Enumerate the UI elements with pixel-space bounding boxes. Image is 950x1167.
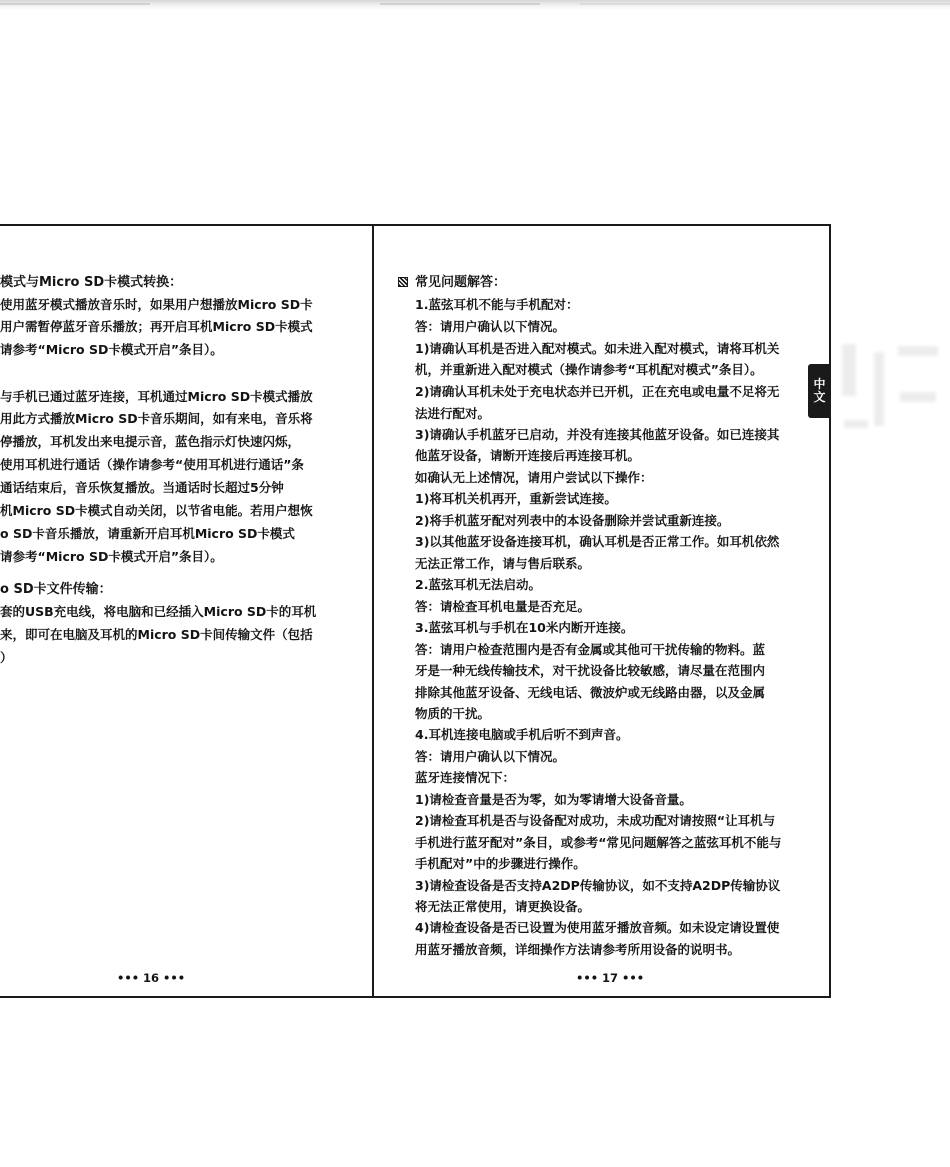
faq-text-line: 3)以其他蓝牙设备连接耳机，确认耳机是否正常工作。如耳机依然 (415, 534, 780, 549)
faq-text-line: 将无法正常使用，请更换设备。 (415, 899, 591, 914)
faq-text-line: 手机进行蓝牙配对”条目，或参考“常见问题解答之蓝弦耳机不能与 (415, 835, 782, 850)
faq-text-line: 2)请检查耳机是否与设备配对成功，未成功配对请按照“让耳机与 (415, 813, 776, 828)
left-text-line: 通话结束后，音乐恢复播放。当通话时长超过5分钟 (0, 480, 284, 495)
faq-text-line: 他蓝牙设备，请断开连接后再连接耳机。 (415, 448, 641, 463)
faq-text-line: 答：请用户确认以下情况。 (415, 319, 566, 334)
left-text-line: 与手机已通过蓝牙连接，耳机通过Micro SD卡模式播放 (0, 389, 313, 404)
faq-text-line: 2)请确认耳机未处于充电状态并已开机，正在充电或电量不足将无 (415, 384, 780, 399)
faq-square-icon (398, 277, 408, 287)
faq-text-line: 蓝牙连接情况下： (415, 770, 516, 785)
frame-bottom-border (0, 996, 831, 998)
faq-question: 1.蓝弦耳机不能与手机配对： (415, 297, 579, 312)
left-text-line: 用此方式播放Micro SD卡音乐期间，如有来电，音乐将 (0, 411, 313, 426)
left-text-line: 使用蓝牙模式播放音乐时，如果用户想播放Micro SD卡 (0, 297, 313, 312)
left-section-heading: o SD卡文件传输： (0, 582, 112, 597)
faq-text-line: 物质的干扰。 (415, 706, 491, 721)
faq-text-line: 2)将手机蓝牙配对列表中的本设备删除并尝试重新连接。 (415, 513, 730, 528)
faq-text-line: 法进行配对。 (415, 406, 491, 421)
left-text-line: 机Micro SD卡模式自动关闭，以节省电能。若用户想恢 (0, 503, 313, 518)
frame-top-border (0, 224, 831, 226)
faq-text-line: 用蓝牙播放音频，详细操作方法请参考所用设备的说明书。 (415, 942, 741, 957)
faq-question: 2.蓝弦耳机无法启动。 (415, 577, 541, 592)
page-number-right: ••• 17 ••• (576, 971, 645, 985)
language-tab: 中文 (808, 364, 831, 418)
left-text-line: 使用耳机进行通话（操作请参考“使用耳机进行通话”条 (0, 457, 304, 472)
show-through-mark (900, 392, 936, 402)
faq-text-line: 1)将耳机关机再开，重新尝试连接。 (415, 491, 617, 506)
frame-right-border (829, 224, 831, 998)
left-section-heading: 模式与Micro SD卡模式转换： (0, 275, 183, 290)
page-number-left: ••• 16 ••• (117, 971, 186, 985)
faq-text-line: 如确认无上述情况，请用户尝试以下操作： (415, 470, 653, 485)
faq-text-line: 牙是一种无线传输技术，对干扰设备比较敏感，请尽量在范围内 (415, 663, 766, 678)
left-text-line: 来，即可在电脑及耳机的Micro SD卡间传输文件（包括 (0, 627, 313, 642)
show-through-mark (844, 420, 868, 428)
left-text-line: 用户需暂停蓝牙音乐播放；再开启耳机Micro SD卡模式 (0, 319, 313, 334)
show-through-mark (874, 352, 884, 426)
faq-text-line: 排除其他蓝牙设备、无线电话、微波炉或无线路由器，以及金属 (415, 685, 766, 700)
faq-text-line: 答：请用户检查范围内是否有金属或其他可干扰传输的物料。蓝 (415, 642, 766, 657)
faq-question: 4.耳机连接电脑或手机后听不到声音。 (415, 727, 629, 742)
show-through-mark (898, 346, 938, 356)
faq-text-line: 机，并重新进入配对模式（操作请参考“耳机配对模式”条目）。 (415, 362, 763, 377)
faq-text-line: 4)请检查设备是否已设置为使用蓝牙播放音频。如未设定请设置使 (415, 920, 780, 935)
faq-heading: 常见问题解答： (415, 275, 507, 290)
left-text-line: o SD卡音乐播放，请重新开启耳机Micro SD卡模式 (0, 526, 295, 541)
scan-smudge (0, 3, 150, 5)
faq-text-line: 无法正常工作，请与售后联系。 (415, 556, 591, 571)
faq-text-line: 手机配对”中的步骤进行操作。 (415, 856, 586, 871)
show-through-mark (842, 344, 856, 396)
faq-question: 3.蓝弦耳机与手机在10米内断开连接。 (415, 620, 634, 635)
scan-smudge (580, 3, 950, 5)
faq-text-line: 3)请确认手机蓝牙已启动，并没有连接其他蓝牙设备。如已连接其 (415, 427, 780, 442)
left-text-line: 套的USB充电线，将电脑和已经插入Micro SD卡的耳机 (0, 604, 317, 619)
left-text-line: 请参考“Micro SD卡模式开启”条目）。 (0, 549, 223, 564)
page-gutter (372, 224, 374, 998)
left-text-line: 请参考“Micro SD卡模式开启”条目）。 (0, 342, 223, 357)
faq-text-line: 答：请用户确认以下情况。 (415, 749, 566, 764)
faq-text-line: 3)请检查设备是否支持A2DP传输协议，如不支持A2DP传输协议 (415, 878, 781, 893)
faq-text-line: 1)请检查音量是否为零，如为零请增大设备音量。 (415, 792, 692, 807)
faq-text-line: 答：请检查耳机电量是否充足。 (415, 599, 591, 614)
scan-edge (0, 0, 950, 10)
faq-text-line: 1)请确认耳机是否进入配对模式。如未进入配对模式，请将耳机关 (415, 341, 780, 356)
left-text-line: ） (0, 650, 13, 665)
left-text-line: 停播放，耳机发出来电提示音，蓝色指示灯快速闪烁， (0, 434, 301, 449)
scan-smudge (380, 3, 540, 5)
